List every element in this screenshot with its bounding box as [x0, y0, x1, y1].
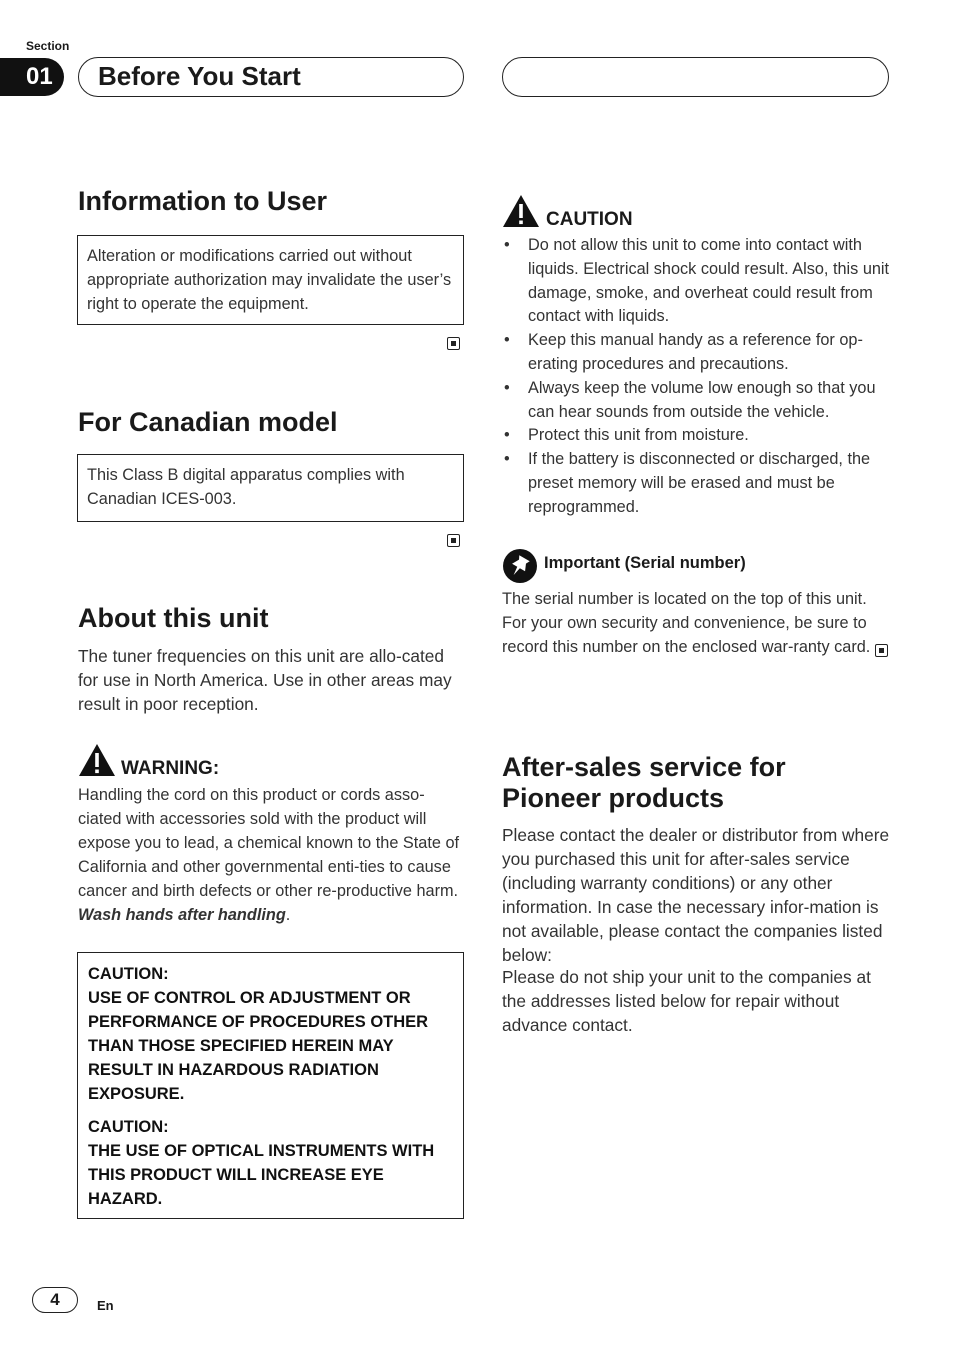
laser-caution-box: [77, 952, 464, 1219]
warning-emphasis: Wash hands after handling: [78, 906, 286, 924]
about-unit-heading: About this unit: [78, 603, 269, 633]
warning-heading: WARNING:: [121, 758, 220, 779]
information-to-user-box: Alteration or modifications carried out without appropriate authorization may invalidate the user’s right to operate the equipment.: [77, 235, 464, 325]
end-of-section-icon: [447, 337, 460, 350]
section-number-badge: 01: [0, 58, 64, 96]
list-item: • Keep this manual handy as a reference for op-erating procedures and precautions.: [502, 329, 892, 377]
after-sales-text-1: Please contact the dealer or distributor from where you purchased this unit for after-sales service (including warranty conditions) or any other information. In case the necessary infor-mation is not available, please contact the companies listed below:: [502, 825, 890, 965]
important-heading: Important (Serial number): [544, 554, 746, 572]
caution-label: CAUTION:: [88, 965, 169, 983]
information-to-user-heading: Information to User: [78, 186, 328, 216]
warning-triangle-icon: [78, 743, 116, 777]
end-of-section-icon: [875, 644, 888, 657]
warning-body: Handling the cord on this product or cords asso-ciated with accessories sold with the product will expose you to lead, a chemical known to the State of California and other governmental enti-ties to cause cancer and birth defects or other re-productive harm.: [78, 786, 460, 900]
caution-list: [502, 234, 892, 520]
caution-label: CAUTION:: [88, 1118, 169, 1136]
section-label: Section: [26, 39, 70, 53]
after-sales-heading: After-sales service for Pioneer products: [502, 752, 786, 813]
caution-heading: CAUTION: [546, 209, 633, 230]
canadian-model-heading: For Canadian model: [78, 407, 338, 437]
list-item: • Protect this unit from moisture.: [502, 424, 892, 448]
list-item: • Always keep the volume low enough so that you can hear sounds from outside the vehicle.: [502, 377, 892, 425]
warning-text: [78, 783, 464, 927]
pushpin-icon: [502, 548, 538, 584]
caution-triangle-icon: [502, 194, 540, 228]
end-of-section-icon: [447, 534, 460, 547]
after-sales-text-2: Please do not ship your unit to the companies at the addresses listed below for repair without advance contact.: [502, 967, 871, 1035]
important-text: [502, 587, 888, 659]
canadian-model-box: This Class B digital apparatus complies with Canadian ICES-003.: [77, 454, 464, 522]
caution-text: THE USE OF OPTICAL INSTRUMENTS WITH THIS PRODUCT WILL INCREASE EYE HAZARD.: [88, 1142, 435, 1208]
caution-text: USE OF CONTROL OR ADJUSTMENT OR PERFORMANCE OF PROCEDURES OTHER THAN THOSE SPECIFIED HEREIN MAY RESULT IN HAZARDOUS RADIATION EXPOSURE.: [88, 989, 429, 1103]
important-body: The serial number is located on the top of this unit. For your own security and convenience, be sure to record this number on the enclosed war-ranty card.: [502, 590, 871, 656]
header-empty-pill: [502, 57, 889, 97]
list-item: • Do not allow this unit to come into contact with liquids. Electrical shock could result. Also, this unit damage, smoke, and overheat could result from contact with liquids.: [502, 234, 892, 329]
about-unit-text: The tuner frequencies on this unit are allo-cated for use in North America. Use in other areas may result in poor reception.: [78, 646, 452, 714]
language-label: En: [97, 1298, 114, 1313]
list-item: • If the battery is disconnected or discharged, the preset memory will be erased and must be reprogrammed.: [502, 448, 892, 519]
page-title: Before You Start: [78, 57, 464, 97]
page-number: 4: [32, 1287, 78, 1313]
warning-tail: .: [285, 906, 291, 924]
